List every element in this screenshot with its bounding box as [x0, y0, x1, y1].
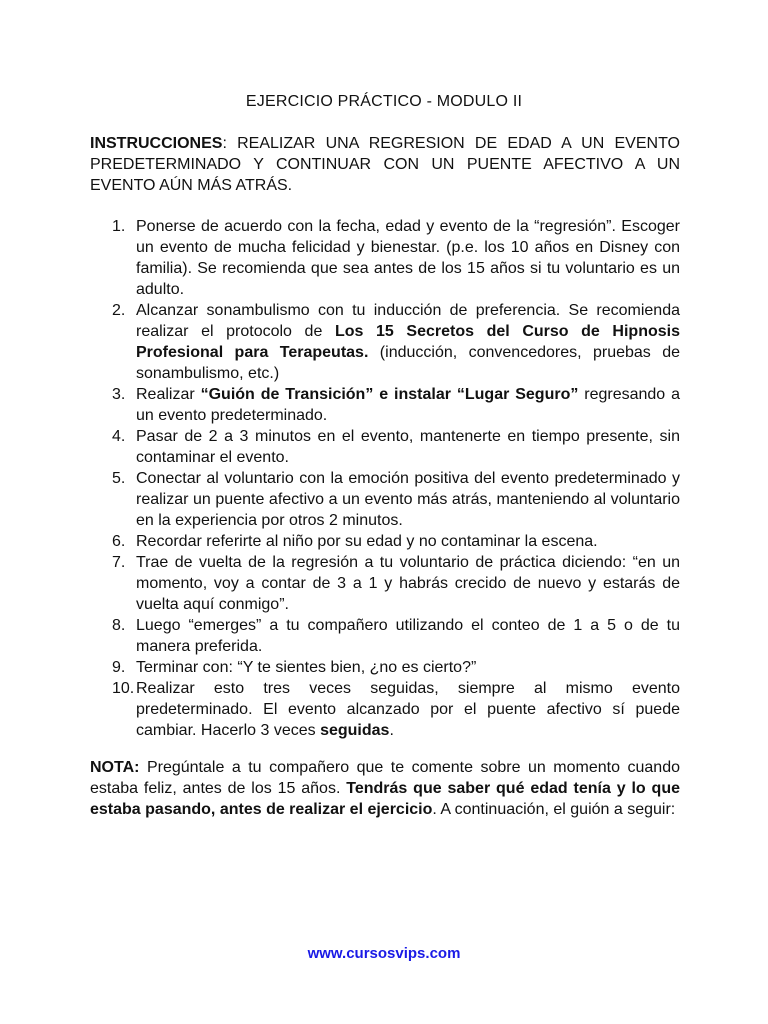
note-text-end: . A continuación, el guión a seguir:: [432, 801, 676, 818]
list-item: [90, 531, 680, 552]
list-item-number: [90, 657, 136, 678]
page-title: EJERCICIO PRÁCTICO - MODULO II: [245, 93, 523, 110]
list-item-text: [136, 678, 680, 741]
list-item-number-text: 5.: [112, 470, 126, 487]
list-item-number: [90, 426, 136, 468]
list-item-number: [90, 300, 136, 384]
list-item-text-part: Realizar esto tres veces seguidas, siempre al mismo evento predeterminado. El evento alcanzado por el puente afectivo sí puede cambiar. Hacerlo 3 veces: [136, 680, 680, 739]
list-item-text-part: Terminar con: “Y te sientes bien, ¿no es cierto?”: [136, 659, 477, 676]
note-label: NOTA:: [90, 759, 140, 776]
list-item-number-text: 8.: [112, 617, 126, 634]
list-item-number-text: 7.: [112, 554, 126, 571]
list-item-number-text: 10.: [112, 680, 135, 697]
list-item-text: [136, 657, 680, 678]
list-item-text: [136, 531, 680, 552]
note-bold-text: Tendrás que saber qué edad tenía y lo que estaba pasando, antes de realizar el ejercicio: [90, 780, 681, 818]
footer-website-link[interactable]: www.cursosvips.com: [307, 945, 461, 962]
list-item-text: [136, 384, 680, 426]
list-item-number-text: 4.: [112, 428, 126, 445]
list-item: [90, 615, 680, 657]
note-text: Pregúntale a tu compañero que te comente sobre un momento cuando estaba feliz, antes de los 15 años.: [90, 759, 680, 797]
list-item: [90, 678, 680, 741]
list-item-number: [90, 678, 136, 741]
list-item-bold-text: Los 15 Secretos del Curso de Hipnosis Profesional para Terapeutas.: [136, 323, 680, 361]
list-item-text-part: Luego “emerges” a tu compañero utilizando el conteo de 1 a 5 o de tu manera preferida.: [136, 617, 680, 655]
list-item: [90, 216, 680, 300]
list-item-number: [90, 531, 136, 552]
instructions-label: INSTRUCCIONES: [90, 135, 223, 152]
list-item-number-text: 9.: [112, 659, 126, 676]
list-item-number: [90, 615, 136, 657]
list-item-text: [136, 552, 680, 615]
list-item-number-text: 3.: [112, 386, 126, 403]
list-item-text: [136, 216, 680, 300]
list-item-text-part: Trae de vuelta de la regresión a tu voluntario de práctica diciendo: “en un momento, voy a contar de 3 a 1 y habrás crecido de nuevo y estarás de vuelta aquí conmigo”.: [136, 554, 680, 613]
note-paragraph: [90, 757, 680, 820]
list-item-text-part: (inducción, convencedores, pruebas de sonambulismo, etc.): [136, 344, 680, 382]
list-item-number-text: 1.: [112, 218, 126, 235]
list-item: [90, 657, 680, 678]
list-item-text: [136, 300, 680, 384]
list-item-number-text: 2.: [112, 302, 126, 319]
list-item-text-part: Ponerse de acuerdo con la fecha, edad y evento de la “regresión”. Escoger un evento de mucha felicidad y bienestar. (p.e. los 10 años en Disney con familia). Se recomienda que sea antes de los 15 años si tu voluntario es un adulto.: [136, 218, 680, 298]
list-item-text-part: Pasar de 2 a 3 minutos en el evento, mantenerte en tiempo presente, sin contaminar el evento.: [136, 428, 680, 466]
list-item-text: [136, 468, 680, 531]
list-item: [90, 300, 680, 384]
list-item-bold-text: “Guión de Transición” e instalar “Lugar Seguro”: [200, 386, 579, 403]
list-item-text: [136, 615, 680, 657]
list-item-text: [136, 426, 680, 468]
list-item-bold-text: seguidas: [320, 722, 390, 739]
list-item-text-part: regresando a un evento predeterminado.: [136, 386, 681, 424]
list-item: [90, 552, 680, 615]
list-item-number: [90, 216, 136, 300]
list-item-text-part: .: [389, 722, 394, 739]
list-item-number-text: 6.: [112, 533, 126, 550]
list-item-text-part: Realizar: [136, 386, 201, 403]
instructions-text: : REALIZAR UNA REGRESION DE EDAD A UN EVENTO PREDETERMINADO Y CONTINUAR CON UN PUENTE AFECTIVO A UN EVENTO AÚN MÁS ATRÁS.: [90, 135, 680, 194]
list-item-text-part: Conectar al voluntario con la emoción positiva del evento predeterminado y realizar un puente afectivo a un evento más atrás, manteniendo al voluntario en la experiencia por otros 2 minutos.: [136, 470, 680, 529]
list-item: [90, 468, 680, 531]
steps-list: [90, 216, 680, 741]
list-item-number: [90, 552, 136, 615]
instructions-paragraph: [90, 133, 680, 196]
list-item: [90, 384, 680, 426]
list-item-number: [90, 468, 136, 531]
list-item-text-part: Recordar referirte al niño por su edad y no contaminar la escena.: [136, 533, 598, 550]
list-item-text-part: Alcanzar sonambulismo con tu inducción de preferencia. Se recomienda realizar el protocolo de: [136, 302, 680, 340]
list-item-number: [90, 384, 136, 426]
list-item: [90, 426, 680, 468]
